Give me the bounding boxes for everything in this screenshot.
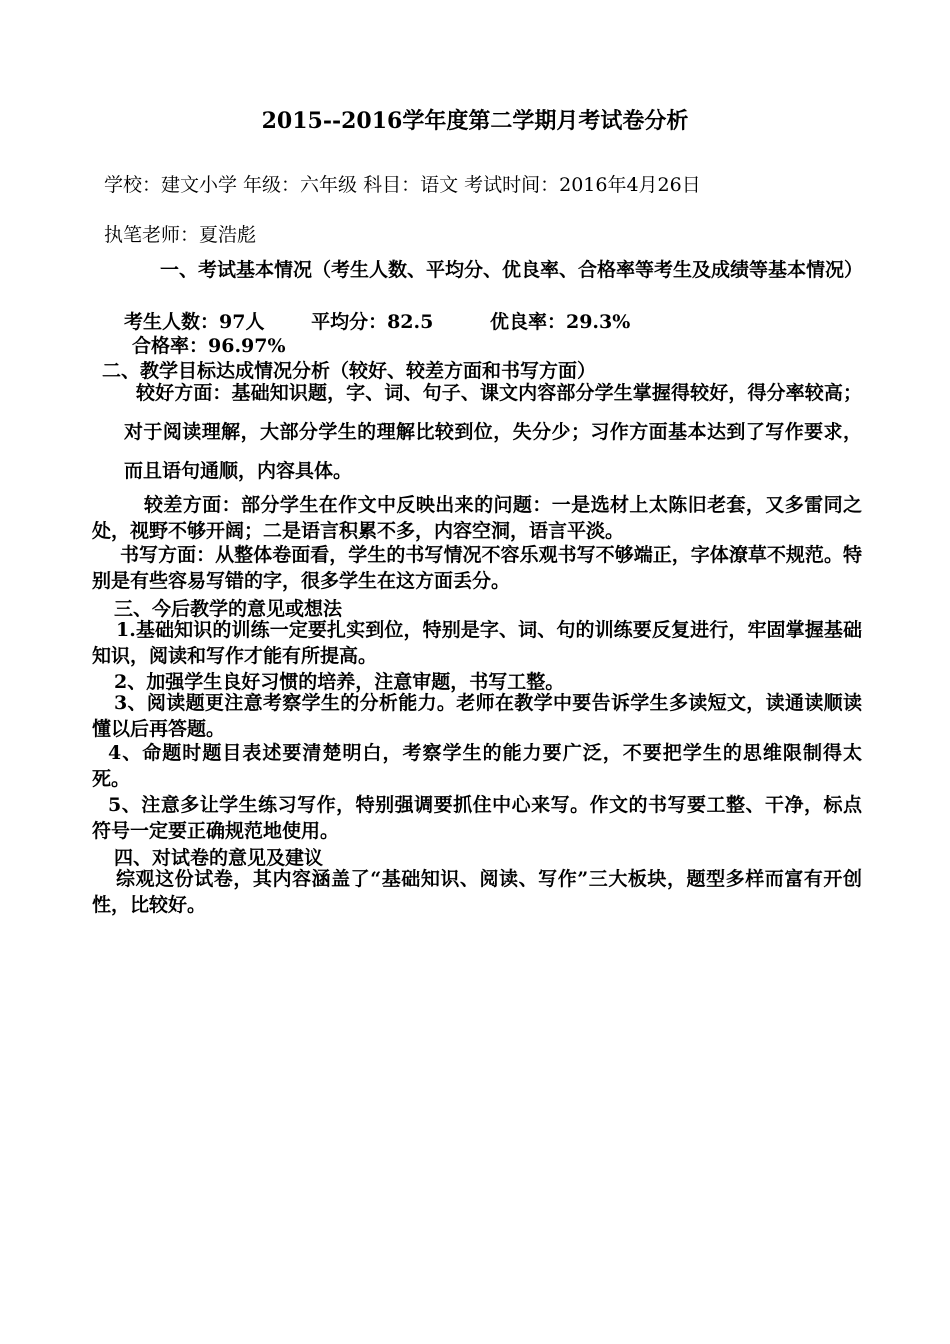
stat-pass: 合格率：96.97% [132,335,286,357]
suggestion-item-4: 4、命题时题目表述要清楚明白，考察学生的能力要广泛，不要把学生的思维限制得太死。 [92,742,862,790]
teacher-line: 执笔老师：夏浩彪 [104,224,257,246]
section3-heading: 三、今后教学的意见或想法 [114,598,343,620]
good-aspects-paragraph: 较好方面：基础知识题，字、词、句子、课文内容部分学生掌握得较好，得分率较高；对于阅读理解，大部分学生的理解比较到位，失分少；习作方面基本达到了写作要求，而且语句通顺，内容具体。 [124,382,862,482]
stat-students: 考生人数：97人 [124,311,265,333]
stats-row [124,307,630,334]
document-title: 2015--2016学年度第二学期月考试卷分析 [261,108,689,134]
stat-average: 平均分：82.5 [311,311,434,333]
poor-aspects-paragraph: 较差方面：部分学生在作文中反映出来的问题：一是选材上太陈旧老套，又多雷同之处，视野不够开阔；二是语言积累不多，内容空洞，语言平淡。 [92,494,862,542]
suggestion-item-3: 3、阅读题更注意考察学生的分析能力。老师在教学中要告诉学生多读短文，读通读顺读懂以后再答题。 [92,692,862,740]
writing-aspects-paragraph: 书写方面：从整体卷面看，学生的书写情况不容乐观书写不够端正，字体潦草不规范。特别是有些容易写错的字，很多学生在这方面丢分。 [92,544,862,592]
suggestion-item-5: 5、注意多让学生练习写作，特别强调要抓住中心来写。作文的书写要工整、干净，标点符号一定要正确规范地使用。 [92,794,862,842]
suggestion-item-1: 1.基础知识的训练一定要扎实到位，特别是字、词、句的训练要反复进行，牢固掌握基础知识，阅读和写作才能有所提高。 [92,619,862,667]
section4-heading: 四、对试卷的意见及建议 [114,847,324,869]
suggestion-item-2: 2、加强学生良好习惯的培养，注意审题，书写工整。 [114,671,565,693]
section2-heading: 二、教学目标达成情况分析（较好、较差方面和书写方面） [102,360,597,382]
section1-heading: 一、考试基本情况（考生人数、平均分、优良率、合格率等考生及成绩等基本情况） [160,259,864,281]
exam-meta-line: 学校：建文小学 年级：六年级 科目：语文 考试时间：2016年4月26日 [104,174,701,196]
stat-excellent: 优良率：29.3% [489,311,631,333]
section4-paragraph: 综观这份试卷，其内容涵盖了“基础知识、阅读、写作”三大板块，题型多样而富有开创性，比较好。 [92,868,862,916]
